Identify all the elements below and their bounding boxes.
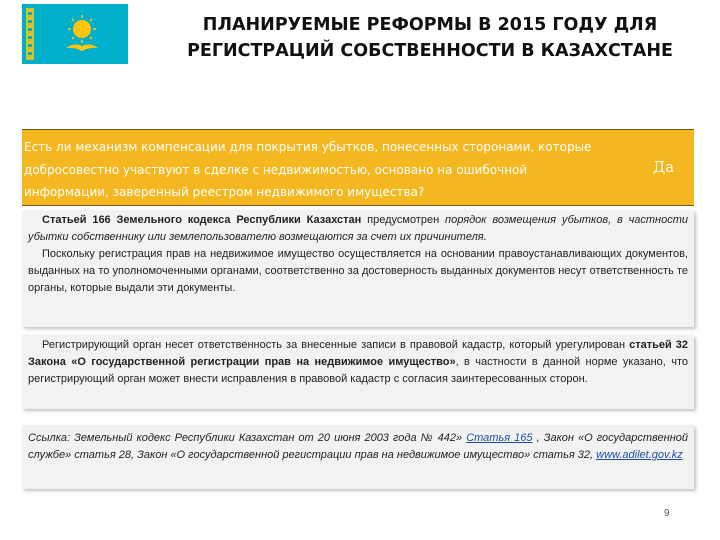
reference-box bbox=[22, 425, 694, 489]
page-number: 9 bbox=[664, 508, 670, 519]
flag-sun bbox=[73, 20, 91, 38]
question-row bbox=[22, 129, 694, 206]
para-text: предусмотрен bbox=[361, 214, 446, 226]
bold-reference: статьей 32 Закона «О государственной регистрации прав на недвижимое имущество» bbox=[28, 339, 688, 368]
paragraph-article-166 bbox=[28, 212, 688, 246]
explanation-box-1 bbox=[22, 210, 694, 327]
question-text: Есть ли механизм компенсации для покрытия убытков, понесенных сторонами, которые добросовестно участвуют в сделке с недвижимостью, основано на ошибочной информации, заверенный реестром недвижимого имущества? bbox=[24, 140, 592, 199]
bold-reference: Статьей 166 Земельного кодекса Республики Казахстан bbox=[42, 214, 362, 226]
paragraph-registrar bbox=[28, 337, 688, 388]
explanation-box-2 bbox=[22, 335, 694, 409]
para-text: Регистрирующий орган несет ответственность за внесенные записи в правовой кадастр, который урегулирован bbox=[42, 339, 630, 351]
article-165-link[interactable]: Статья 165 bbox=[466, 432, 533, 444]
adilet-link[interactable]: www.adilet.gov.kz bbox=[596, 449, 683, 461]
flag-image bbox=[22, 4, 128, 64]
title-line-1: ПЛАНИРУЕМЫЕ РЕФОРМЫ В 2015 ГОДУ ДЛЯ bbox=[202, 15, 658, 35]
reference-part: , Закон «О государственной службе» статья 28, Закон «О государственной регистрации прав на недвижимое имущество» статья 32, bbox=[28, 432, 688, 461]
italic-text: порядок возмещения убытков, в частности убытки собственнику или землепользователю возмещаются за счет их причинителя. bbox=[28, 214, 688, 243]
reference-text bbox=[28, 430, 688, 464]
kazakhstan-flag bbox=[22, 4, 128, 64]
reference-part: Ссылка: Земельный кодекс Республики Казахстан от 20 июня 2003 года № 442» bbox=[28, 432, 467, 444]
paragraph-documents: Поскольку регистрация прав на недвижимое имущество осуществляется на основании правоустанавливающих документов, выданных на то уполномоченными органами, соответственно за достоверность выданных документов несут ответственность те органы, которые выдали эти документы. bbox=[28, 248, 688, 294]
title-line-2: РЕГИСТРАЦИЙ СОБСТВЕННОСТИ В КАЗАХСТАНЕ bbox=[187, 41, 673, 61]
page-title bbox=[150, 12, 710, 64]
para-text: , в частности в данной норме указано, что регистрирующий орган может внести исправления в правовой кадастр с согласия заинтересованных сторон. bbox=[28, 356, 688, 385]
answer-text: Да bbox=[653, 158, 675, 176]
